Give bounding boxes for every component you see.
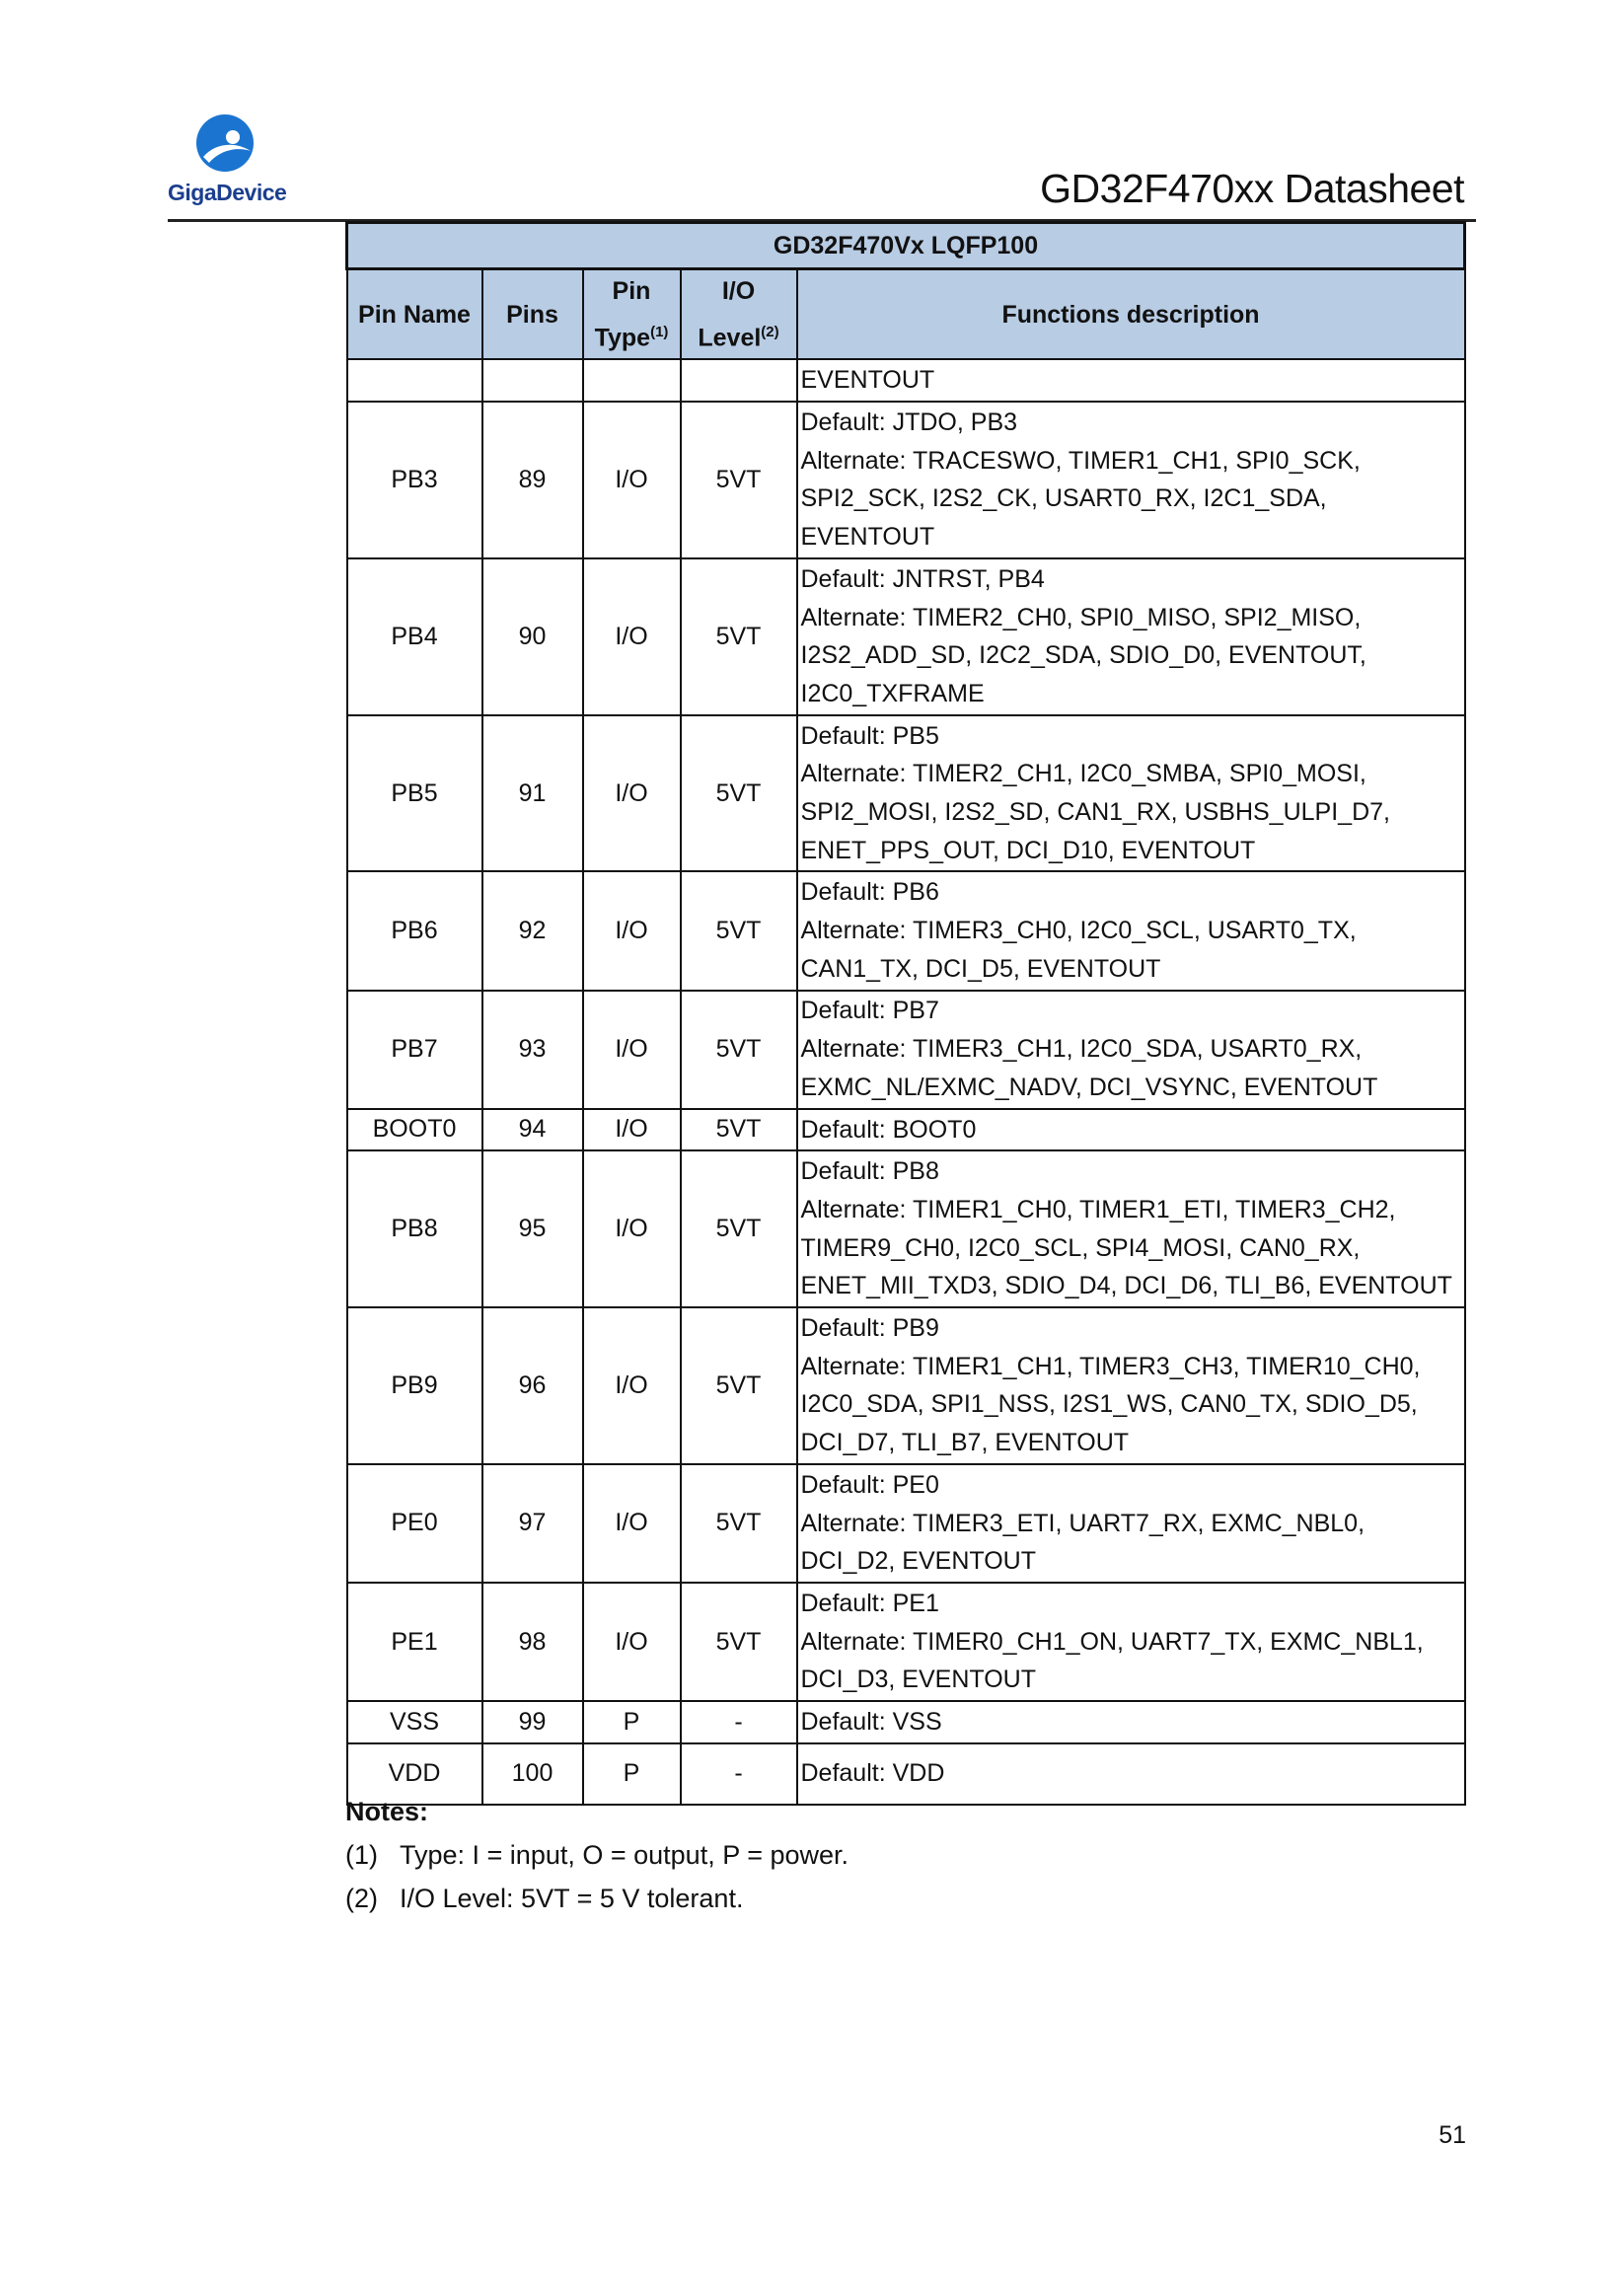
functions-cell	[797, 1583, 1465, 1701]
table-row	[347, 1701, 1465, 1743]
function-line: Alternate: TIMER0_CH1_ON, UART7_TX, EXMC_NBL1,	[800, 1627, 1424, 1656]
pin-type-cell: I/O	[583, 871, 681, 990]
pin-type-cell: I/O	[583, 402, 681, 558]
function-line: Default: BOOT0	[800, 1115, 977, 1144]
function-line: SPI2_MOSI, I2S2_SD, CAN1_RX, USBHS_ULPI_D7,	[800, 798, 1390, 826]
pin-type-cell: I/O	[583, 1109, 681, 1151]
pin-name-cell: VDD	[347, 1743, 482, 1805]
function-line: SPI2_SCK, I2S2_CK, USART0_RX, I2C1_SDA,	[800, 484, 1327, 513]
table-caption: GD32F470Vx LQFP100	[347, 223, 1465, 269]
note-text: Type: I = input, O = output, P = power.	[400, 1840, 849, 1870]
table-body	[347, 359, 1465, 1804]
pin-type-cell: I/O	[583, 715, 681, 872]
functions-cell	[797, 1150, 1465, 1307]
pin-name-cell: PB7	[347, 991, 482, 1109]
note-text: I/O Level: 5VT = 5 V tolerant.	[400, 1884, 744, 1913]
table-row	[347, 402, 1465, 558]
io-level-cell: -	[681, 1743, 797, 1805]
logo-mark-icon	[195, 113, 258, 175]
functions-cell	[797, 558, 1465, 715]
functions-cell	[797, 991, 1465, 1109]
col-header-io-level-line1: I/O	[721, 277, 756, 305]
function-line: Default: PB7	[800, 997, 939, 1025]
io-level-cell	[681, 359, 797, 402]
functions-cell	[797, 359, 1465, 402]
pin-definition-table	[345, 221, 1466, 1806]
footnote-ref-2: (2)	[761, 324, 779, 340]
table-row	[347, 1307, 1465, 1464]
function-line: Default: PE0	[800, 1470, 939, 1499]
function-line: EVENTOUT	[800, 523, 935, 552]
function-line: DCI_D2, EVENTOUT	[800, 1547, 1036, 1576]
col-header-pins: Pins	[482, 269, 583, 360]
pin-type-cell: I/O	[583, 1464, 681, 1583]
io-level-cell: 5VT	[681, 1307, 797, 1464]
pin-type-cell: I/O	[583, 1583, 681, 1701]
note-item	[345, 1833, 849, 1877]
col-header-pin-type	[583, 269, 681, 360]
function-line: I2S2_ADD_SD, I2C2_SDA, SDIO_D0, EVENTOUT,	[800, 641, 1366, 670]
table-row	[347, 1150, 1465, 1307]
pin-name-cell: PB9	[347, 1307, 482, 1464]
io-level-cell: 5VT	[681, 1464, 797, 1583]
pin-name-cell: PB8	[347, 1150, 482, 1307]
pin-number-cell	[482, 359, 583, 402]
function-line: I2C0_TXFRAME	[800, 679, 985, 707]
pin-number-cell: 96	[482, 1307, 583, 1464]
col-header-io-level	[681, 269, 797, 360]
functions-cell	[797, 871, 1465, 990]
io-level-cell: 5VT	[681, 871, 797, 990]
io-level-cell: 5VT	[681, 1583, 797, 1701]
function-line: EVENTOUT	[800, 366, 935, 395]
functions-cell	[797, 1743, 1465, 1805]
function-line: TIMER9_CH0, I2C0_SCL, SPI4_MOSI, CAN0_RX,	[800, 1233, 1361, 1262]
pin-number-cell: 95	[482, 1150, 583, 1307]
function-line: Default: PB6	[800, 878, 939, 907]
io-level-cell: 5VT	[681, 715, 797, 872]
notes-section	[345, 1790, 849, 1920]
note-number: (1)	[345, 1840, 378, 1870]
table-row	[347, 715, 1465, 872]
function-line: Alternate: TIMER1_CH1, TIMER3_CH3, TIMER10_CH0,	[800, 1352, 1421, 1380]
functions-cell	[797, 1307, 1465, 1464]
note-number: (2)	[345, 1884, 378, 1913]
function-line: Alternate: TIMER3_ETI, UART7_RX, EXMC_NBL0,	[800, 1509, 1366, 1537]
function-line: Alternate: TIMER3_CH0, I2C0_SCL, USART0_TX,	[800, 917, 1357, 945]
pin-type-cell	[583, 359, 681, 402]
note-item	[345, 1877, 849, 1920]
io-level-cell: 5VT	[681, 1109, 797, 1151]
pin-number-cell: 99	[482, 1701, 583, 1743]
io-level-cell: 5VT	[681, 558, 797, 715]
io-level-cell: 5VT	[681, 991, 797, 1109]
function-line: DCI_D3, EVENTOUT	[800, 1666, 1036, 1694]
pin-number-cell: 98	[482, 1583, 583, 1701]
function-line: Default: JNTRST, PB4	[800, 564, 1045, 593]
page-number: 51	[1439, 2121, 1466, 2149]
pin-type-cell: I/O	[583, 1150, 681, 1307]
function-line: EXMC_NL/EXMC_NADV, DCI_VSYNC, EVENTOUT	[800, 1073, 1378, 1101]
function-line: Alternate: TRACESWO, TIMER1_CH1, SPI0_SCK,	[800, 446, 1361, 475]
pin-name-cell: PB4	[347, 558, 482, 715]
table-row	[347, 1583, 1465, 1701]
pin-type-cell: P	[583, 1743, 681, 1805]
col-header-pin-type-line1: Pin	[612, 277, 651, 305]
table-row	[347, 991, 1465, 1109]
functions-cell	[797, 402, 1465, 558]
function-line: Alternate: TIMER3_CH1, I2C0_SDA, USART0_RX,	[800, 1035, 1363, 1064]
footnote-ref-1: (1)	[650, 324, 669, 340]
function-line: ENET_PPS_OUT, DCI_D10, EVENTOUT	[800, 836, 1256, 864]
function-line: Default: JTDO, PB3	[800, 408, 1018, 436]
table-row	[347, 871, 1465, 990]
pin-number-cell: 89	[482, 402, 583, 558]
notes-title: Notes:	[345, 1797, 429, 1826]
io-level-cell: 5VT	[681, 1150, 797, 1307]
pin-name-cell: VSS	[347, 1701, 482, 1743]
pin-type-cell: I/O	[583, 558, 681, 715]
function-line: DCI_D7, TLI_B7, EVENTOUT	[800, 1429, 1130, 1457]
document-title: GD32F470xx Datasheet	[1040, 166, 1464, 211]
function-line: Alternate: TIMER2_CH1, I2C0_SMBA, SPI0_MOSI,	[800, 760, 1366, 788]
function-line: CAN1_TX, DCI_D5, EVENTOUT	[800, 954, 1161, 983]
gigadevice-logo	[168, 113, 296, 212]
pin-number-cell: 90	[482, 558, 583, 715]
col-header-pin-name: Pin Name	[347, 269, 482, 360]
function-line: Default: VSS	[800, 1708, 942, 1737]
pin-name-cell: PB6	[347, 871, 482, 990]
function-line: ENET_MII_TXD3, SDIO_D4, DCI_D6, TLI_B6, EVENTOUT	[800, 1272, 1452, 1300]
pin-number-cell: 97	[482, 1464, 583, 1583]
function-line: Default: PB9	[800, 1314, 939, 1343]
function-line: Default: VDD	[800, 1759, 945, 1788]
pin-number-cell: 91	[482, 715, 583, 872]
pin-name-cell: PB5	[347, 715, 482, 872]
pin-number-cell: 94	[482, 1109, 583, 1151]
io-level-cell: 5VT	[681, 402, 797, 558]
col-header-pin-type-line2: Type	[594, 324, 651, 352]
table-row	[347, 1109, 1465, 1151]
io-level-cell: -	[681, 1701, 797, 1743]
function-line: Alternate: TIMER1_CH0, TIMER1_ETI, TIMER3_CH2,	[800, 1195, 1396, 1223]
table-row	[347, 558, 1465, 715]
function-line: Alternate: TIMER2_CH0, SPI0_MISO, SPI2_MISO,	[800, 603, 1362, 631]
pin-type-cell: I/O	[583, 1307, 681, 1464]
functions-cell	[797, 715, 1465, 872]
pin-number-cell: 92	[482, 871, 583, 990]
function-line: Default: PB5	[800, 721, 939, 750]
pin-type-cell: P	[583, 1701, 681, 1743]
pin-name-cell: PB3	[347, 402, 482, 558]
pin-number-cell: 93	[482, 991, 583, 1109]
functions-cell	[797, 1701, 1465, 1743]
pin-name-cell	[347, 359, 482, 402]
col-header-io-level-line2: Level	[698, 324, 762, 352]
function-line: Default: PB8	[800, 1157, 939, 1186]
functions-cell	[797, 1464, 1465, 1583]
functions-cell	[797, 1109, 1465, 1151]
function-line: Default: PE1	[800, 1589, 939, 1617]
pin-type-cell: I/O	[583, 991, 681, 1109]
pin-number-cell: 100	[482, 1743, 583, 1805]
pin-name-cell: BOOT0	[347, 1109, 482, 1151]
col-header-functions: Functions description	[797, 269, 1465, 360]
pin-name-cell: PE0	[347, 1464, 482, 1583]
function-line: I2C0_SDA, SPI1_NSS, I2S1_WS, CAN0_TX, SDIO_D5,	[800, 1390, 1418, 1419]
table-row	[347, 359, 1465, 402]
logo-text: GigaDevice	[168, 180, 287, 205]
table-row	[347, 1464, 1465, 1583]
pin-name-cell: PE1	[347, 1583, 482, 1701]
